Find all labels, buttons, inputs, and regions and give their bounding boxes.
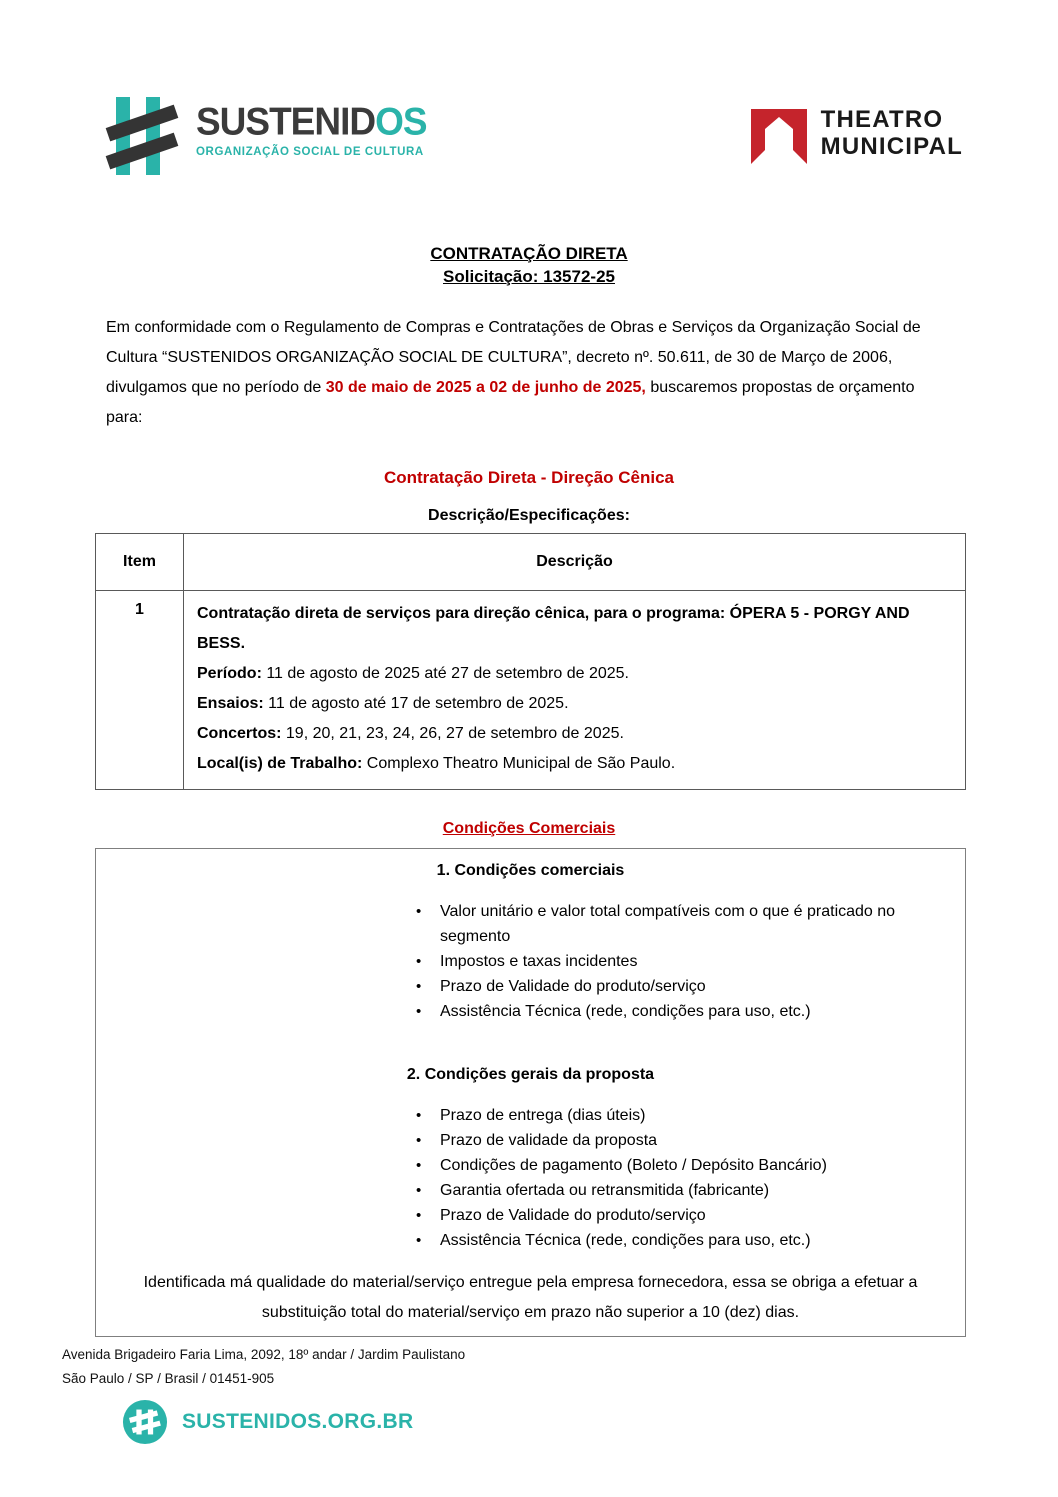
spec-table: [95, 533, 966, 790]
spec-header-item: Item: [96, 534, 184, 591]
spec-table-header-row: [96, 534, 966, 591]
theatro-line2: MUNICIPAL: [820, 133, 963, 160]
commercial-section1-bullets: [408, 899, 936, 1024]
bullet-item: • Condições de pagamento (Boleto / Depósito Bancário): [408, 1153, 936, 1178]
intro-text-1: Em conformidade com o Regulamento de Compras e Contratações de Obras e Serviços da Organização Social de Cultura “SUSTENIDOS ORGANIZAÇÃO SOCIAL DE CULTURA”, decreto nº. 50.611, de 30 de Março de 2006, divulgamos que no período de: [106, 319, 921, 396]
bullet-item: • Assistência Técnica (rede, condições para uso, etc.): [408, 1228, 936, 1253]
commercial-conditions-box: [95, 848, 966, 1337]
spec-line-label: Contratação direta de serviços para direção cênica, para o programa: ÓPERA 5 - PORGY AND BESS.: [197, 605, 910, 652]
spec-line-label: Ensaios:: [197, 695, 264, 712]
commercial-section2-heading: 2. Condições gerais da proposta: [406, 1066, 655, 1083]
sustenidos-subtitle: ORGANIZAÇÃO SOCIAL DE CULTURA: [196, 146, 424, 158]
footer-address-line2: São Paulo / SP / Brasil / 01451-905: [62, 1371, 275, 1386]
bullet-item: • Prazo de Validade do produto/serviço: [408, 1203, 936, 1228]
spec-line: [197, 749, 951, 779]
bullet-item: • Impostos e taxas incidentes: [408, 949, 936, 974]
theatro-wordmark: [821, 106, 963, 160]
spec-line-text: 11 de agosto até 17 de setembro de 2025.: [263, 695, 569, 712]
footer-brand: [122, 1399, 1058, 1445]
spec-label: Descrição/Especificações:: [428, 507, 630, 524]
bullet-item: • Garantia ofertada ou retransmitida (fabricante): [408, 1178, 936, 1203]
spec-line-text: 19, 20, 21, 23, 24, 26, 27 de setembro de 2025.: [281, 725, 624, 742]
commercial-section1-heading: 1. Condições comerciais: [436, 862, 625, 879]
spec-cell-description: [184, 591, 966, 790]
spec-line-label: Local(is) de Trabalho:: [197, 755, 363, 772]
theatro-arch-icon: [749, 102, 809, 168]
spec-line-text: Complexo Theatro Municipal de São Paulo.: [362, 755, 676, 772]
bullet-item: • Prazo de entrega (dias úteis): [408, 1103, 936, 1128]
sustenidos-logo: [110, 92, 427, 184]
intro-paragraph: [106, 313, 953, 433]
spec-line: [197, 719, 951, 749]
bullet-item: • Prazo de Validade do produto/serviço: [408, 974, 936, 999]
bullet-item: • Prazo de validade da proposta: [408, 1128, 936, 1153]
header: [0, 0, 1058, 184]
intro-highlight-dates: 30 de maio de 2025 a 02 de junho de 2025,: [325, 379, 646, 396]
bullet-item: • Valor unitário e valor total compatíveis com o que é praticado no segmento: [408, 899, 936, 949]
title-line-1: CONTRATAÇÃO DIRETA: [430, 244, 628, 263]
spec-line: [197, 599, 951, 659]
commercial-conditions-title: Condições Comerciais: [442, 820, 616, 837]
spec-line: [197, 659, 951, 689]
spec-line-text: 11 de agosto de 2025 até 27 de setembro de 2025.: [261, 665, 629, 682]
sustenidos-name: SUSTENIDOS: [196, 99, 427, 143]
sustenidos-hash-icon: [110, 92, 188, 184]
spec-line-label: Concertos:: [197, 725, 282, 742]
spec-line: [197, 689, 951, 719]
intro-text-2: buscaremos propostas de orçamento para:: [106, 379, 915, 426]
footer-site-url: SUSTENIDOS.ORG.BR: [182, 1410, 414, 1433]
spec-cell-item-number: 1: [96, 591, 184, 790]
document-title: [0, 242, 1058, 288]
footer-address-line1: Avenida Brigadeiro Faria Lima, 2092, 18º andar / Jardim Paulistano: [62, 1347, 466, 1362]
spec-table-row: [96, 591, 966, 790]
footer-address: [62, 1343, 1058, 1391]
theatro-municipal-logo: [749, 102, 963, 168]
spec-line-label: Período:: [197, 665, 262, 682]
theatro-line1: THEATRO: [820, 106, 944, 133]
commercial-section2-bullets: [408, 1103, 936, 1253]
sustenidos-wordmark: [196, 92, 427, 158]
title-line-2: Solicitação: 13572-25: [443, 267, 615, 286]
quality-clause: Identificada má qualidade do material/serviço entregue pela empresa fornecedora, essa se obriga a efetuar a substituição total do material/serviço em prazo não superior a 10 (dez) dias.: [143, 1274, 918, 1321]
spec-header-descricao: Descrição: [184, 534, 966, 591]
bullet-item: • Assistência Técnica (rede, condições para uso, etc.): [408, 999, 936, 1024]
section-title: Contratação Direta - Direção Cênica: [383, 468, 675, 487]
sustenidos-circle-hash-icon: [122, 1399, 168, 1445]
